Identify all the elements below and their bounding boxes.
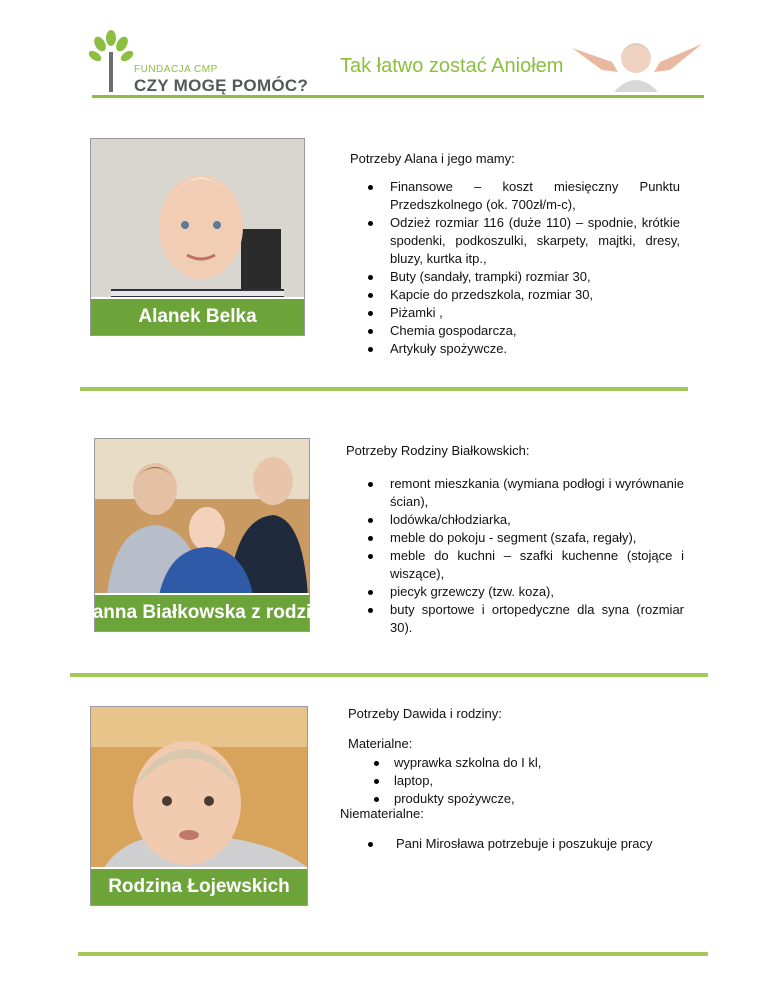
list-item: produkty spożywcze, [346, 790, 676, 808]
angel-hands-illustration [572, 32, 702, 92]
photo-bialkowska [70, 438, 334, 632]
header-divider [92, 95, 704, 98]
tree-logo-icon [90, 30, 132, 92]
section-divider [80, 387, 688, 391]
list-item: Chemia gospodarcza, [348, 322, 680, 340]
list-item: lodówka/chłodziarka, [348, 511, 684, 529]
material-label: Materialne: [348, 736, 413, 751]
photo-alanek [90, 138, 305, 336]
section-title: Potrzeby Rodziny Białkowskich: [346, 443, 530, 458]
logo-small-text: FUNDACJA CMP [134, 64, 218, 75]
photo-lojewskich [90, 706, 308, 906]
list-item: Finansowe – koszt miesięczny Punktu Przedszkolnego (ok. 700zł/m-c), [348, 178, 680, 214]
section-divider [78, 952, 708, 956]
list-item: Buty (sandały, trampki) rozmiar 30, [348, 268, 680, 286]
list-item: Odzież rozmiar 116 (duże 110) – spodnie, krótkie spodenki, podkoszulki, skarpety, majtki, dresy, bluzy, kurtka itp., [348, 214, 680, 268]
list-item: Piżamki , [348, 304, 680, 322]
list-item: wyprawka szkolna do I kl, [346, 754, 676, 772]
section-title: Potrzeby Dawida i rodziny: [348, 706, 502, 721]
material-needs-list [346, 754, 676, 808]
list-item: Artykuły spożywcze. [348, 340, 680, 358]
list-item: buty sportowe i ortopedyczne dla syna (rozmiar 30). [348, 601, 684, 637]
photo-caption: Alanek Belka [91, 297, 304, 335]
nonmaterial-needs-list [348, 835, 684, 853]
needs-list [348, 475, 684, 637]
nonmaterial-label: Niematerialne: [340, 806, 424, 821]
needs-list [348, 178, 680, 358]
list-item: meble do pokoju - segment (szafa, regały), [348, 529, 684, 547]
list-item: remont mieszkania (wymiana podłogi i wyrównanie ścian), [348, 475, 684, 511]
list-item: piecyk grzewczy (tzw. koza), [348, 583, 684, 601]
photo-caption: Joanna Białkowska z rodziną [95, 593, 309, 631]
list-item: Pani Mirosława potrzebuje i poszukuje pracy [348, 835, 684, 853]
list-item: meble do kuchni – szafki kuchenne (stojące i wiszące), [348, 547, 684, 583]
tagline: Tak łatwo zostać Aniołem [340, 55, 564, 77]
list-item: Kapcie do przedszkola, rozmiar 30, [348, 286, 680, 304]
section-title: Potrzeby Alana i jego mamy: [350, 151, 515, 166]
section-divider [70, 673, 708, 677]
logo-main-text: CZY MOGĘ POMÓC? [134, 76, 309, 95]
photo-caption: Rodzina Łojewskich [91, 867, 307, 905]
foundation-logo [90, 30, 309, 96]
list-item: laptop, [346, 772, 676, 790]
